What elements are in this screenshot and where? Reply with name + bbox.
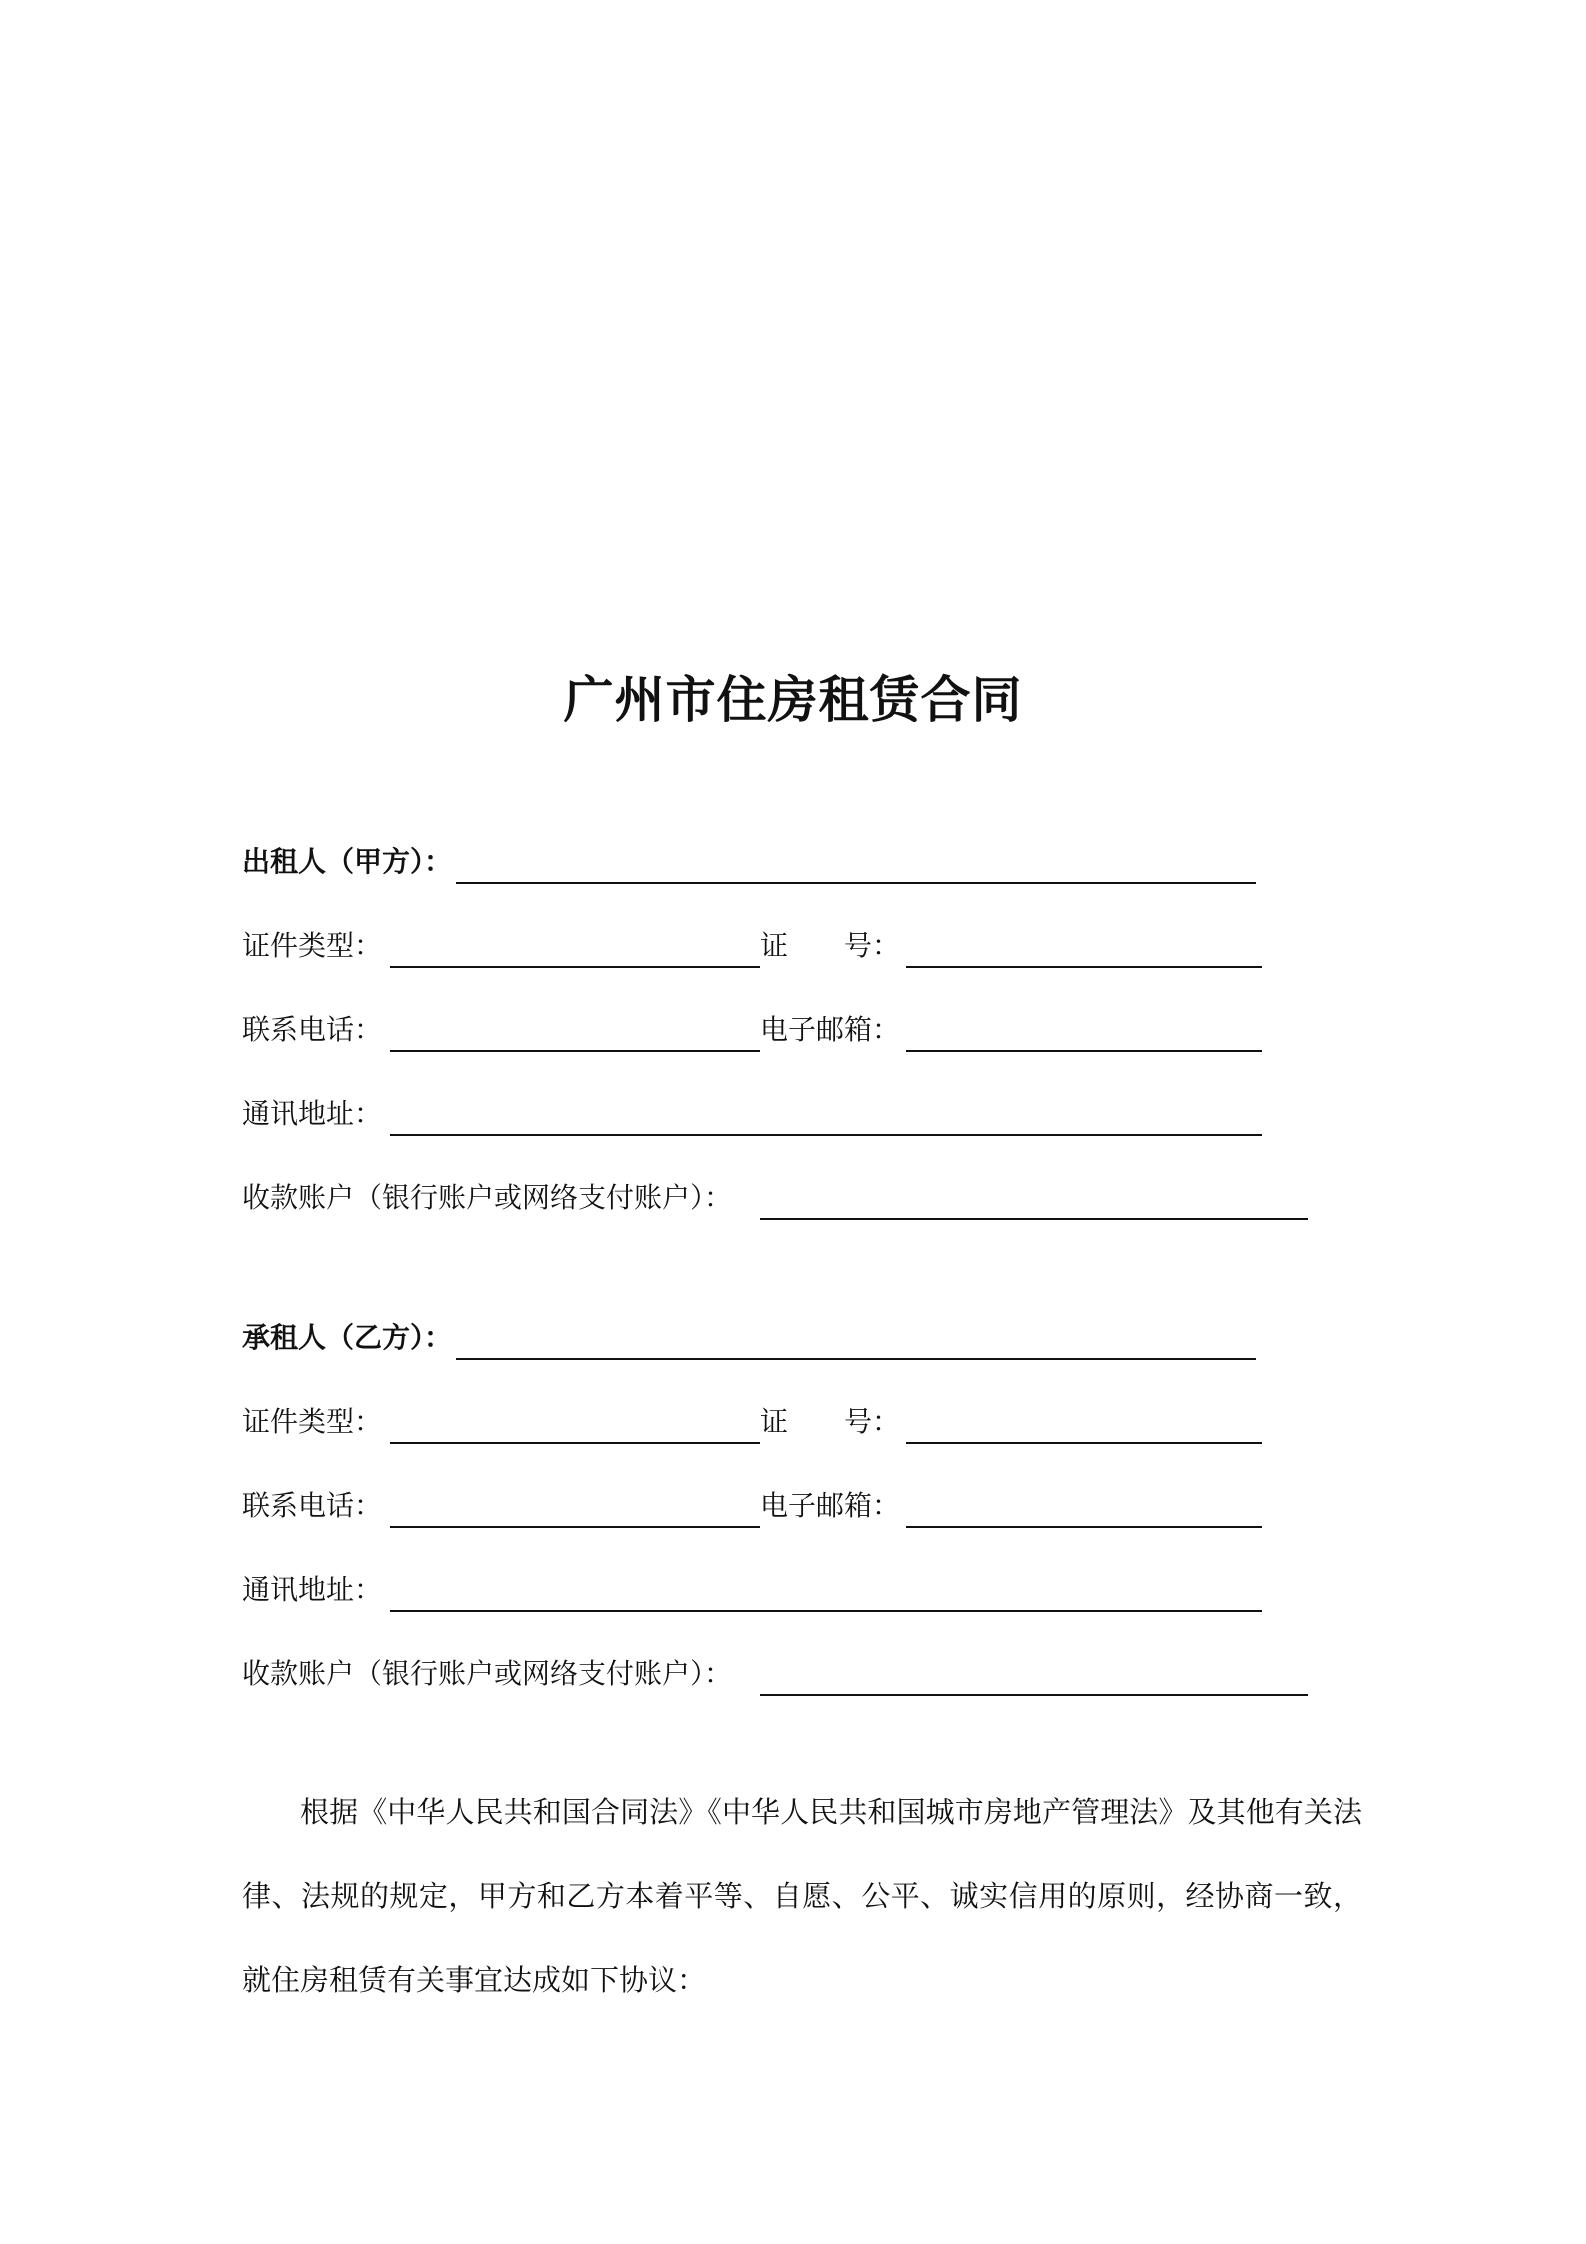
lessor-id-type-field[interactable] xyxy=(390,966,760,968)
lessor-account-field[interactable] xyxy=(760,1218,1308,1220)
lessee-id-type-label: 证件类型： xyxy=(242,1405,383,1438)
lessee-id-type-field[interactable] xyxy=(390,1442,760,1444)
lessor-heading: 出租人（甲方）： xyxy=(242,845,453,878)
lessee-email-label: 电子邮箱： xyxy=(760,1489,901,1522)
lessor-email-field[interactable] xyxy=(906,1050,1262,1052)
lessee-heading: 承租人（乙方）： xyxy=(242,1321,453,1354)
lessor-account-label: 收款账户（银行账户或网络支付账户）： xyxy=(242,1181,733,1214)
lessor-phone-field[interactable] xyxy=(390,1050,760,1052)
lessor-id-no-field[interactable] xyxy=(906,966,1262,968)
lessee-account-field[interactable] xyxy=(760,1694,1308,1696)
lessee-id-no-label: 证 号： xyxy=(760,1405,901,1438)
page-title: 广州市住房租赁合同 xyxy=(563,671,1023,729)
lessee-account-label: 收款账户（银行账户或网络支付账户）： xyxy=(242,1657,733,1690)
lessee-name-field[interactable] xyxy=(456,1358,1256,1360)
lessee-id-no-field[interactable] xyxy=(906,1442,1262,1444)
lessee-email-field[interactable] xyxy=(906,1526,1262,1528)
lessee-address-field[interactable] xyxy=(390,1610,1262,1612)
lessee-phone-label: 联系电话： xyxy=(242,1489,383,1522)
lessor-id-type-label: 证件类型： xyxy=(242,929,383,962)
lessor-phone-label: 联系电话： xyxy=(242,1013,383,1046)
lessor-name-field[interactable] xyxy=(456,882,1256,884)
preamble-paragraph: 根据《中华人民共和国合同法》《中华人民共和国城市房地产管理法》及其他有关法律、法规的规定，甲方和乙方本着平等、自愿、公平、诚实信用的原则，经协商一致，就住房租赁有关事宜达成如下协议： xyxy=(242,1795,1362,1997)
lessor-address-label: 通讯地址： xyxy=(242,1097,383,1130)
lessee-phone-field[interactable] xyxy=(390,1526,760,1528)
lessee-address-label: 通讯地址： xyxy=(242,1573,383,1606)
lessor-address-field[interactable] xyxy=(390,1134,1262,1136)
lessor-id-no-label: 证 号： xyxy=(760,929,901,962)
lessor-email-label: 电子邮箱： xyxy=(760,1013,901,1046)
